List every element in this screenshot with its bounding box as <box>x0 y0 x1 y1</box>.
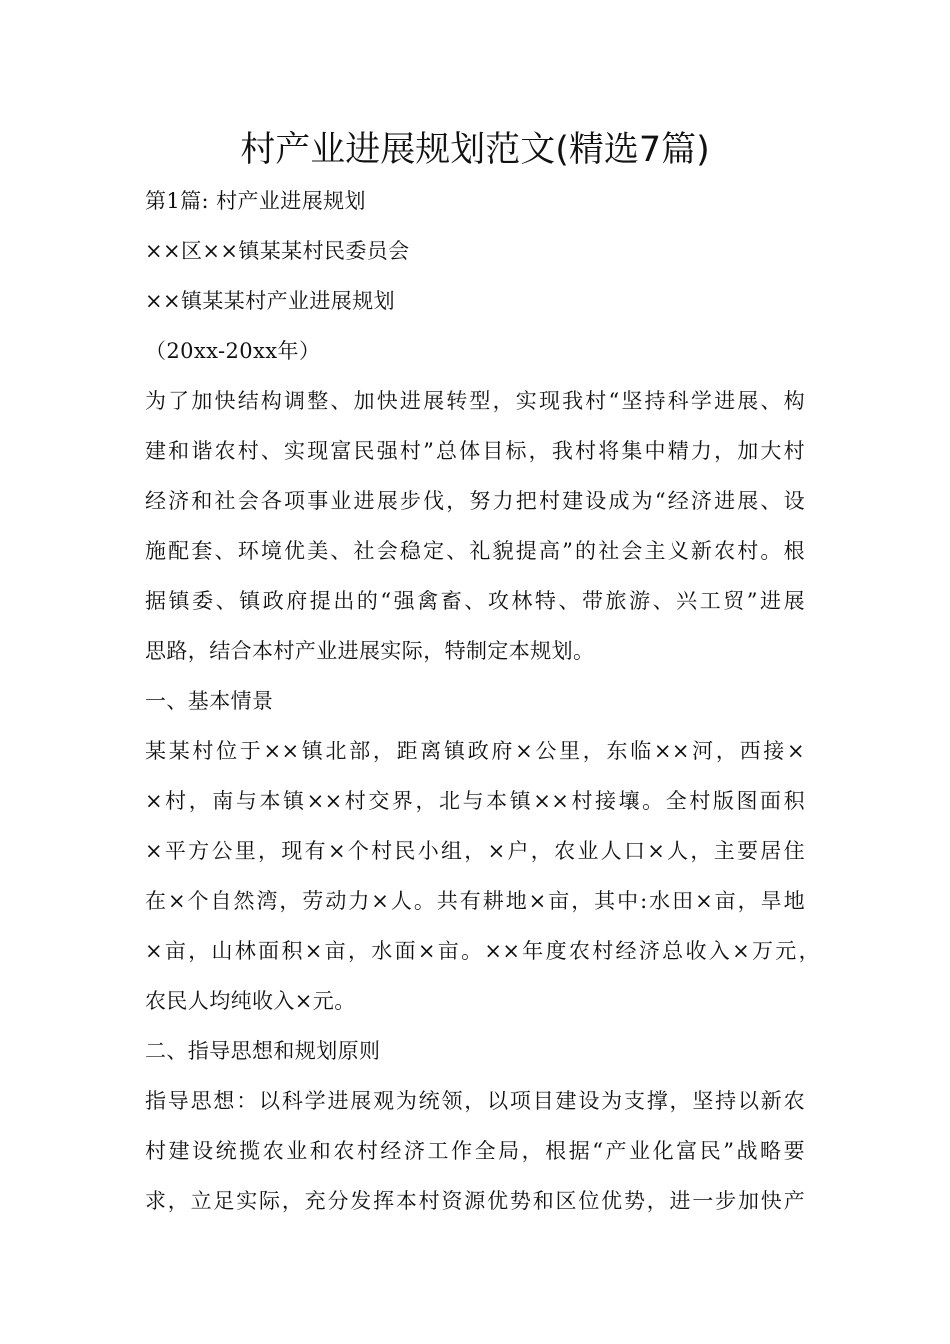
paragraph-line: 据镇委、镇政府提出的“强禽畜、攻林特、带旅游、兴工贸”进展 <box>145 589 805 613</box>
paragraph-line: ×村，南与本镇××村交界，北与本镇××村接壤。全村版图面积 <box>145 789 805 813</box>
paragraph-line: 指导思想：以科学进展观为统领，以项目建设为支撑，坚持以新农 <box>145 1089 805 1113</box>
section-heading: 二、指导思想和规划原则 <box>145 1039 381 1063</box>
paragraph-line: 村建设统揽农业和农村经济工作全局，根据“产业化富民”战略要 <box>145 1139 805 1163</box>
paragraph-line: 思路，结合本村产业进展实际，特制定本规划。 <box>145 639 595 663</box>
issuer-line: ××区××镇某某村民委员会 <box>145 239 410 263</box>
plan-title-line: ××镇某某村产业进展规划 <box>145 289 395 313</box>
paragraph-line: 在×个自然湾，劳动力×人。共有耕地×亩，其中:水田×亩，旱地 <box>145 889 805 913</box>
document-title: 村产业进展规划范文(精选7篇) <box>240 130 710 170</box>
paragraph-line: 为了加快结构调整、加快进展转型，实现我村“坚持科学进展、构 <box>145 389 805 413</box>
paragraph-line: ×亩，山林面积×亩，水面×亩。××年度农村经济总收入×万元， <box>145 939 820 963</box>
paragraph-line: 某某村位于××镇北部，距离镇政府×公里，东临××河，西接× <box>145 739 805 763</box>
paragraph-line: ×平方公里，现有×个村民小组，×户，农业人口×人，主要居住 <box>145 839 805 863</box>
paragraph-line: 建和谐农村、实现富民强村”总体目标，我村将集中精力，加大村 <box>145 439 805 463</box>
paragraph-line: 农民人均纯收入×元。 <box>145 989 356 1013</box>
section-heading: 第1篇: 村产业进展规划 <box>145 189 366 213</box>
plan-period-line: （20xx-20xx年） <box>145 339 321 363</box>
paragraph-line: 经济和社会各项事业进展步伐，努力把村建设成为“经济进展、设 <box>145 489 805 513</box>
paragraph-line: 求，立足实际，充分发挥本村资源优势和区位优势，进一步加快产 <box>145 1189 805 1213</box>
section-heading: 一、基本情景 <box>145 689 274 713</box>
document-body <box>145 176 825 1226</box>
paragraph-line: 施配套、环境优美、社会稳定、礼貌提高”的社会主义新农村。根 <box>145 539 805 563</box>
